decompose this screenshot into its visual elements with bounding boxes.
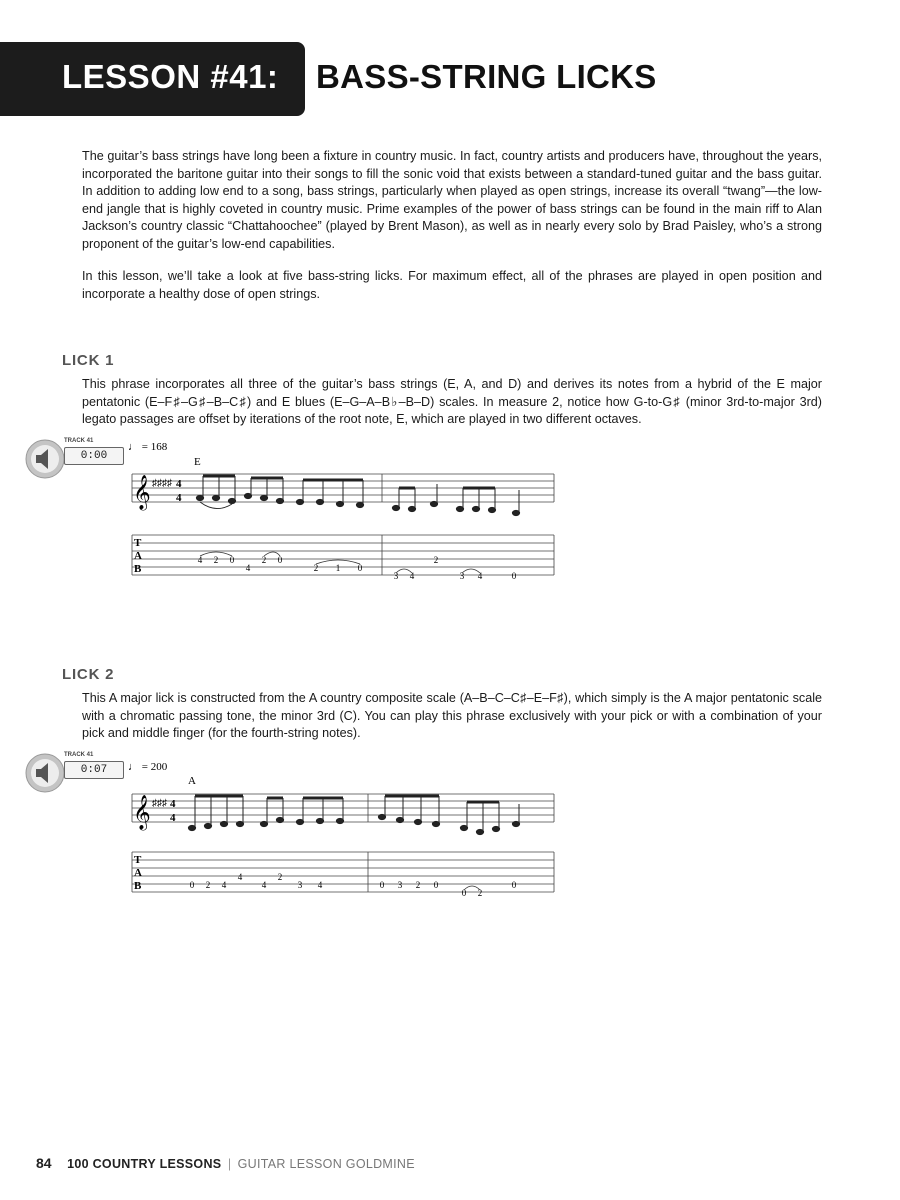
lick-1-time-signature-bottom: 4 [176,492,182,504]
svg-text:0: 0 [511,571,517,581]
lick-1-notes-m2 [392,484,519,516]
lick-1-tab-clef [134,537,142,575]
svg-text:3: 3 [393,571,399,581]
svg-text:4: 4 [261,880,267,890]
lick-2-track-label: TRACK 41 [64,752,94,758]
lick-2-time-signature-top: 4 [170,798,176,810]
svg-text:3: 3 [297,880,303,890]
lick-1-notation [124,438,564,588]
svg-text:4: 4 [409,571,415,581]
lick-1-heading: LICK 1 [62,352,115,369]
svg-text:B: B [134,880,142,892]
lick-1-time-display: 0:00 [64,447,124,465]
lick-2-audio-player[interactable] [24,751,134,795]
lick-1-time-signature-top: 4 [176,478,182,490]
speaker-icon[interactable] [24,437,68,481]
lick-1-key-signature: ♯♯♯♯ [152,478,172,489]
lesson-title: BASS-STRING LICKS [316,58,657,95]
svg-text:0: 0 [433,880,439,890]
speaker-icon[interactable] [24,751,68,795]
lick-1-tempo: ♩ = 168 [128,441,168,453]
footer-separator: | [227,1157,232,1171]
book-title: 100 COUNTRY LESSONS [67,1157,222,1171]
svg-text:2: 2 [313,563,319,573]
svg-text:4: 4 [477,571,483,581]
lick-1-tab-staff [132,535,554,575]
svg-text:3: 3 [459,571,465,581]
lick-2-description: This A major lick is constructed from the A country composite scale (A–B–C–C♯–E–F♯), which simply is the A major pentatonic scale with a chromatic passing tone, the minor 3rd (C). You can play this phrase exclusively with your pick or with a combination of your pick and middle finger (for the fourth-string notes). [82,691,822,741]
svg-text:0: 0 [277,555,283,565]
svg-text:4: 4 [197,555,203,565]
lick-2-chord: A [188,775,196,787]
intro-paragraph-1: The guitar’s bass strings have long been a fixture in country music. In fact, country artists and producers have, throughout the years, incorporated the baritone guitar into their songs to fill the sonic void that exists between a standard-tuned guitar and the bass guitar. In addition to adding low end to a song, bass strings, particularly when played as open strings, increase its overall “twang”—the low-end jangle that is highly coveted in country music. Prime examples of the power of bass strings can be found in the main riff to Alan Jackson’s country classic “Chattahoochee” (played by Brent Mason), as well as in nearly every solo by Brad Paisley, who’s a strong proponent of the guitar’s low-end capabilities. [82,149,822,251]
intro-paragraph-2: In this lesson, we’ll take a look at five bass-string licks. For maximum effect, all of the phrases are played in open position and incorporate a healthy dose of open strings. [82,269,822,301]
lick-2-treble-clef: 𝄞 [133,796,151,829]
lick-1-audio-player[interactable] [24,437,134,481]
svg-text:4: 4 [317,880,323,890]
svg-text:0: 0 [189,880,195,890]
svg-text:B: B [134,563,142,575]
lick-2-tab-staff [132,852,554,892]
lick-1-description: This phrase incorporates all three of the guitar’s bass strings (E, A, and D) and derives its notes from a hybrid of the E major pentatonic (E–F♯–G♯–B–C♯) and E blues (E–G–A–B♭–B–D) scales. In measure 2, notice how G-to-G♯ (minor 3rd-to-major 3rd) legato passages are offset by iterations of the root note, E, which are played in two different octaves. [82,377,822,427]
lick-2-key-signature: ♯♯♯ [152,798,167,809]
svg-text:2: 2 [261,555,267,565]
lesson-number: LESSON #41: [62,58,279,95]
svg-text:4: 4 [245,563,251,573]
page-number: 84 [36,1155,52,1171]
lick-2-tempo: ♩ = 200 [128,761,168,773]
lesson-number-tab [0,42,305,116]
series-title: GUITAR LESSON GOLDMINE [237,1157,415,1171]
svg-text:2: 2 [477,888,483,898]
lick-2-heading: LICK 2 [62,666,115,683]
svg-text:1: 1 [335,563,341,573]
svg-text:2: 2 [433,555,439,565]
lick-2-notation [124,754,564,904]
svg-text:3: 3 [397,880,403,890]
svg-text:T: T [134,537,142,549]
page-footer [36,1155,415,1171]
svg-text:4: 4 [221,880,227,890]
svg-text:2: 2 [213,555,219,565]
lick-1-track-label: TRACK 41 [64,438,94,444]
svg-text:A: A [134,867,142,879]
lick-2-time-display: 0:07 [64,761,124,779]
svg-text:T: T [134,854,142,866]
svg-text:2: 2 [415,880,421,890]
lick-2-tab-clef [134,854,142,892]
svg-text:2: 2 [205,880,211,890]
lick-2-time-signature-bottom: 4 [170,812,176,824]
lick-1-treble-clef: 𝄞 [133,476,151,509]
svg-text:0: 0 [229,555,235,565]
svg-text:0: 0 [461,888,467,898]
svg-text:A: A [134,550,142,562]
svg-text:2: 2 [277,872,283,882]
svg-text:0: 0 [379,880,385,890]
svg-text:0: 0 [357,563,363,573]
svg-text:0: 0 [511,880,517,890]
lick-1-chord: E [194,456,201,468]
svg-text:4: 4 [237,872,243,882]
